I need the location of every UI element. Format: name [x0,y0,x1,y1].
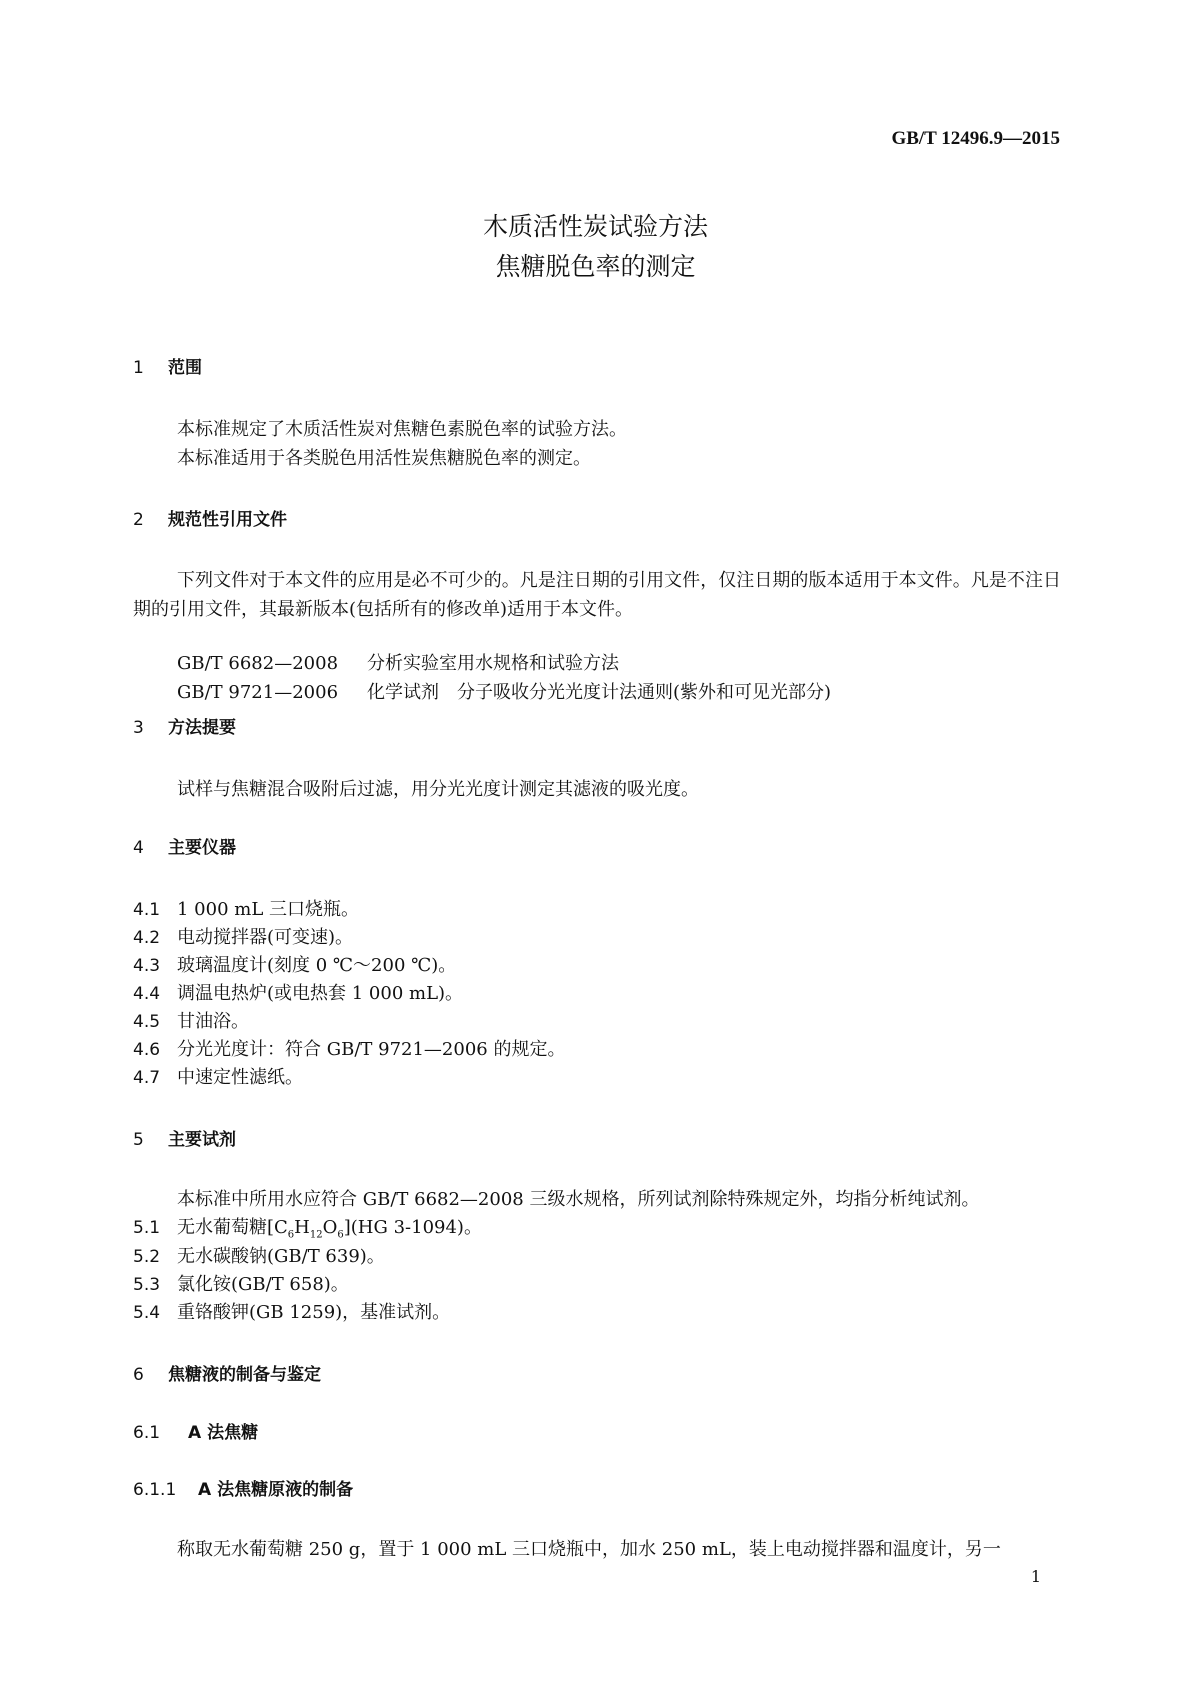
section-heading-5: 5 主要试剂 [133,1130,236,1150]
list-item: 5.3 氯化铵(GB/T 658)。 [133,1274,349,1295]
paragraph: 本标准规定了木质活性炭对焦糖色素脱色率的试验方法。 [177,419,627,440]
paragraph: 本标准中所用水应符合 GB/T 6682—2008 三级水规格，所列试剂除特殊规定外，均指分析纯试剂。 [177,1189,980,1210]
section-heading-4: 4 主要仪器 [133,838,236,858]
section-heading-6: 6 焦糖液的制备与鉴定 [133,1365,321,1385]
reference-item: GB/T 9721—2006 化学试剂 分子吸收分光光度计法通则(紫外和可见光部分) [177,682,832,703]
paragraph: 下列文件对于本文件的应用是必不可少的。凡是注日期的引用文件，仅注日期的版本适用于本文件。凡是不注日期的引用文件，其最新版本(包括所有的修改单)适用于本文件。 [133,570,1061,620]
section-heading-1: 1 范围 [133,358,202,378]
list-item: 4.7 中速定性滤纸。 [133,1067,303,1088]
list-item: 4.4 调温电热炉(或电热套 1 000 mL)。 [133,983,464,1004]
standard-number: GB/T 12496.9—2015 [891,128,1060,149]
list-item: 4.1 1 000 mL 三口烧瓶。 [133,899,359,920]
list-item: 5.2 无水碳酸钠(GB/T 639)。 [133,1246,385,1267]
paragraph: 称取无水葡萄糖 250 g，置于 1 000 mL 三口烧瓶中，加水 250 mL，装上电动搅拌器和温度计，另一 [177,1539,1001,1560]
list-item: 5.1 无水葡萄糖$[C_6H_{12}O_6](HG$ 3-1094)。 [133,1217,482,1241]
list-item: 5.4 重铬酸钾(GB 1259)，基准试剂。 [133,1302,451,1323]
list-item: 4.2 电动搅拌器(可变速)。 [133,927,354,948]
section-heading-3: 3 方法提要 [133,718,236,738]
reference-item: GB/T 6682—2008 分析实验室用水规格和试验方法 [177,653,619,674]
document-subtitle: 焦糖脱色率的测定 [495,252,696,281]
subsection-heading-6-1: 6.1 A 法焦糖 [133,1423,259,1443]
subsection-heading-6-1-1: 6.1.1 A 法焦糖原液的制备 [133,1480,354,1500]
list-item: 4.3 玻璃温度计(刻度 0 ℃～200 ℃)。 [133,955,457,976]
list-item: 4.5 甘油浴。 [133,1011,249,1032]
list-item: 4.6 分光光度计：符合 GB/T 9721—2006 的规定。 [133,1039,566,1060]
paragraph: 试样与焦糖混合吸附后过滤，用分光光度计测定其滤液的吸光度。 [177,779,699,800]
paragraph: 本标准适用于各类脱色用活性炭焦糖脱色率的测定。 [177,448,591,469]
document-title: 木质活性炭试验方法 [482,212,708,241]
page-number: 1 [1030,1567,1041,1586]
section-heading-2: 2 规范性引用文件 [133,510,287,530]
